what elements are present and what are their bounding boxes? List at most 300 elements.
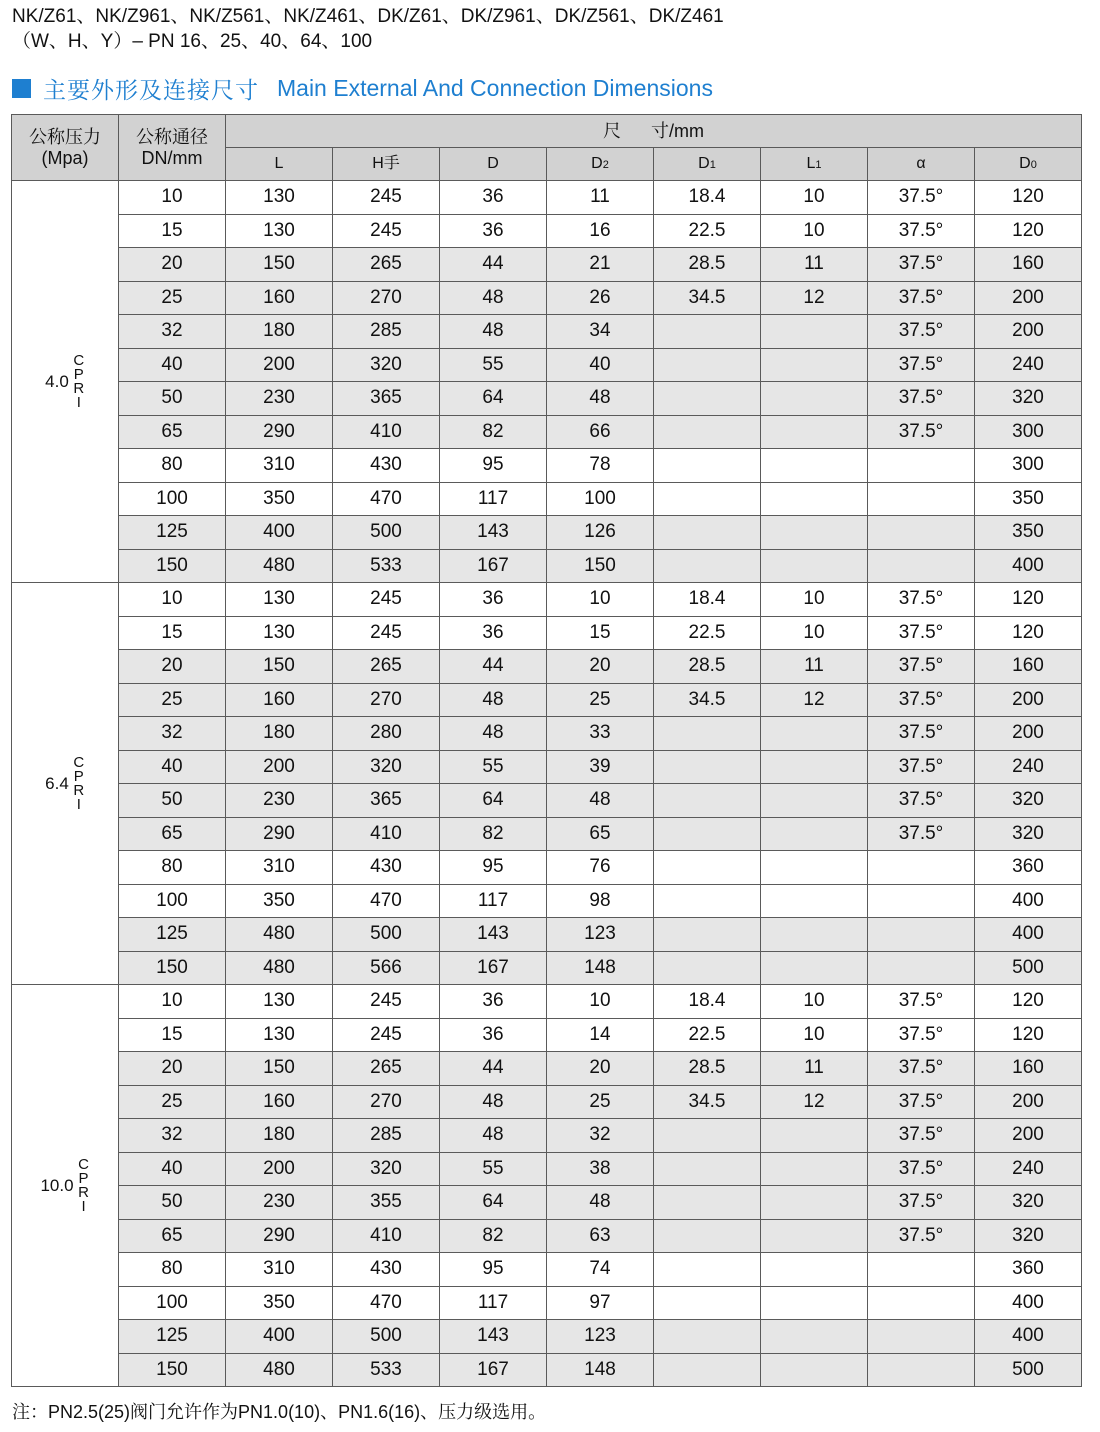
pressure-group-cell bbox=[12, 985, 119, 1387]
dimension-cell: 355 bbox=[333, 1186, 440, 1220]
dimension-cell: 410 bbox=[333, 817, 440, 851]
dn-cell: 25 bbox=[119, 281, 226, 315]
dimension-cell: 285 bbox=[333, 315, 440, 349]
dimension-cell: 245 bbox=[333, 616, 440, 650]
dimension-cell: 11 bbox=[761, 248, 868, 282]
dimension-column-header bbox=[226, 148, 333, 181]
table-row bbox=[12, 650, 1082, 684]
dimension-cell bbox=[654, 951, 761, 985]
dimension-cell: 265 bbox=[333, 248, 440, 282]
dimension-cell: 320 bbox=[975, 1186, 1082, 1220]
dimension-cell: 200 bbox=[975, 1119, 1082, 1153]
dimension-cell: 240 bbox=[975, 1152, 1082, 1186]
dimension-cell: 160 bbox=[975, 248, 1082, 282]
dimension-cell: 480 bbox=[226, 951, 333, 985]
table-row bbox=[12, 449, 1082, 483]
dimension-cell: 280 bbox=[333, 717, 440, 751]
dimension-cell bbox=[654, 348, 761, 382]
dimension-cell: 18.4 bbox=[654, 181, 761, 215]
dimension-cell: 143 bbox=[440, 1320, 547, 1354]
dn-cell: 20 bbox=[119, 1052, 226, 1086]
dimension-cell: 160 bbox=[226, 683, 333, 717]
column-header-subscript: 0 bbox=[1030, 158, 1037, 171]
dimension-cell: 300 bbox=[975, 415, 1082, 449]
pressure-unit-vertical bbox=[73, 351, 85, 411]
dimension-cell: 48 bbox=[547, 382, 654, 416]
dimension-cell bbox=[761, 1186, 868, 1220]
dn-cell: 15 bbox=[119, 214, 226, 248]
dn-cell: 40 bbox=[119, 750, 226, 784]
dimension-cell: 200 bbox=[975, 717, 1082, 751]
dimension-cell bbox=[654, 449, 761, 483]
dn-cell: 65 bbox=[119, 817, 226, 851]
table-row bbox=[12, 817, 1082, 851]
dimension-cell bbox=[761, 315, 868, 349]
dimensions-table bbox=[11, 114, 1082, 1387]
dimension-cell: 245 bbox=[333, 1018, 440, 1052]
dimension-cell: 64 bbox=[440, 1186, 547, 1220]
model-list-line-1: NK/Z61、NK/Z961、NK/Z561、NK/Z461、DK/Z61、DK/Z961、DK/Z561、DK/Z461 bbox=[12, 6, 724, 27]
dimension-cell: 150 bbox=[226, 248, 333, 282]
dimension-cell: 36 bbox=[440, 214, 547, 248]
dimension-cell bbox=[654, 884, 761, 918]
dimension-cell: 245 bbox=[333, 985, 440, 1019]
table-row bbox=[12, 583, 1082, 617]
dimension-cell: 65 bbox=[547, 817, 654, 851]
dimension-cell: 28.5 bbox=[654, 650, 761, 684]
dimension-cell: 130 bbox=[226, 214, 333, 248]
dn-cell: 125 bbox=[119, 516, 226, 550]
dimension-cell: 32 bbox=[547, 1119, 654, 1153]
table-row bbox=[12, 1286, 1082, 1320]
dimension-cell: 500 bbox=[975, 1353, 1082, 1387]
table-row bbox=[12, 1353, 1082, 1387]
dimension-cell: 123 bbox=[547, 918, 654, 952]
pressure-value: 10.0 bbox=[40, 1175, 74, 1195]
dimension-cell: 533 bbox=[333, 1353, 440, 1387]
dimension-cell: 37.5° bbox=[868, 415, 975, 449]
dimension-cell: 37.5° bbox=[868, 750, 975, 784]
column-header-label: α bbox=[916, 155, 926, 172]
dimension-cell: 20 bbox=[547, 1052, 654, 1086]
dimension-cell: 365 bbox=[333, 382, 440, 416]
model-list bbox=[12, 4, 724, 54]
dimension-cell: 82 bbox=[440, 415, 547, 449]
dimension-cell bbox=[654, 784, 761, 818]
table-row bbox=[12, 214, 1082, 248]
dimension-cell bbox=[868, 1253, 975, 1287]
dimension-cell: 10 bbox=[761, 985, 868, 1019]
dimension-cell: 14 bbox=[547, 1018, 654, 1052]
dimension-cell bbox=[654, 1186, 761, 1220]
dimension-cell: 37.5° bbox=[868, 683, 975, 717]
dimension-cell bbox=[868, 918, 975, 952]
dimension-cell: 143 bbox=[440, 918, 547, 952]
dimension-cell bbox=[868, 516, 975, 550]
table-row bbox=[12, 1085, 1082, 1119]
dimension-column-header bbox=[333, 148, 440, 181]
dimension-cell: 36 bbox=[440, 181, 547, 215]
dimension-cell: 360 bbox=[975, 851, 1082, 885]
column-header-subscript: 1 bbox=[709, 158, 716, 171]
dimension-cell: 37.5° bbox=[868, 1119, 975, 1153]
dimension-cell bbox=[654, 415, 761, 449]
dimension-cell: 36 bbox=[440, 985, 547, 1019]
pressure-value: 6.4 bbox=[45, 773, 69, 793]
dimension-cell: 245 bbox=[333, 181, 440, 215]
table-row bbox=[12, 281, 1082, 315]
dimension-cell: 28.5 bbox=[654, 1052, 761, 1086]
dimension-cell: 120 bbox=[975, 616, 1082, 650]
table-row bbox=[12, 415, 1082, 449]
column-header-subscript: 2 bbox=[602, 158, 609, 171]
table-row bbox=[12, 951, 1082, 985]
dimension-cell: 123 bbox=[547, 1320, 654, 1354]
pressure-header-label: 公称压力 bbox=[29, 126, 101, 147]
dimension-cell: 320 bbox=[975, 784, 1082, 818]
dimension-cell: 117 bbox=[440, 482, 547, 516]
table-row bbox=[12, 683, 1082, 717]
dimension-cell: 33 bbox=[547, 717, 654, 751]
dn-cell: 65 bbox=[119, 1219, 226, 1253]
dimension-cell: 98 bbox=[547, 884, 654, 918]
dimension-cell: 500 bbox=[333, 918, 440, 952]
dimension-cell: 400 bbox=[226, 1320, 333, 1354]
column-header-label: L bbox=[274, 155, 284, 172]
dimension-cell: 10 bbox=[761, 1018, 868, 1052]
table-row bbox=[12, 1186, 1082, 1220]
dimension-cell: 37.5° bbox=[868, 1052, 975, 1086]
dimension-cell: 37.5° bbox=[868, 985, 975, 1019]
dimension-cell bbox=[654, 1320, 761, 1354]
pressure-unit-letter: I bbox=[76, 795, 81, 813]
dimension-column-header bbox=[654, 148, 761, 181]
dimension-cell: 245 bbox=[333, 214, 440, 248]
table-row bbox=[12, 549, 1082, 583]
dn-cell: 10 bbox=[119, 181, 226, 215]
dn-cell: 80 bbox=[119, 449, 226, 483]
dimension-cell: 160 bbox=[975, 1052, 1082, 1086]
dn-cell: 50 bbox=[119, 382, 226, 416]
dimension-cell: 350 bbox=[975, 516, 1082, 550]
dimension-cell: 350 bbox=[975, 482, 1082, 516]
dimension-cell: 230 bbox=[226, 1186, 333, 1220]
dimension-cell bbox=[761, 817, 868, 851]
dimension-cell: 180 bbox=[226, 717, 333, 751]
dimension-column-header bbox=[975, 148, 1082, 181]
dimension-cell: 148 bbox=[547, 1353, 654, 1387]
dimension-cell: 360 bbox=[975, 1253, 1082, 1287]
dimension-cell: 11 bbox=[761, 650, 868, 684]
dimension-cell bbox=[654, 1286, 761, 1320]
dimension-cell: 180 bbox=[226, 1119, 333, 1153]
dimension-cell: 270 bbox=[333, 281, 440, 315]
dimensions-group-header: 尺 寸/mm bbox=[226, 115, 1082, 148]
dimension-cell: 37.5° bbox=[868, 382, 975, 416]
pressure-unit-letter: R bbox=[78, 1183, 89, 1201]
table-row bbox=[12, 181, 1082, 215]
dimension-cell: 167 bbox=[440, 1353, 547, 1387]
dimension-cell: 95 bbox=[440, 1253, 547, 1287]
dimension-cell bbox=[654, 817, 761, 851]
dn-cell: 150 bbox=[119, 549, 226, 583]
dimension-cell: 28.5 bbox=[654, 248, 761, 282]
dimension-cell: 22.5 bbox=[654, 616, 761, 650]
dimension-cell: 20 bbox=[547, 650, 654, 684]
dimension-cell bbox=[761, 348, 868, 382]
dimension-cell: 430 bbox=[333, 1253, 440, 1287]
dimension-cell: 12 bbox=[761, 281, 868, 315]
dimension-cell bbox=[761, 482, 868, 516]
table-row bbox=[12, 616, 1082, 650]
dimension-cell: 55 bbox=[440, 750, 547, 784]
dimension-cell: 240 bbox=[975, 348, 1082, 382]
dn-header-label: 公称通径 bbox=[136, 126, 208, 147]
pressure-header-unit: (Mpa) bbox=[41, 147, 89, 168]
table-row bbox=[12, 884, 1082, 918]
dimension-cell: 34.5 bbox=[654, 1085, 761, 1119]
table-row bbox=[12, 784, 1082, 818]
dimension-cell: 285 bbox=[333, 1119, 440, 1153]
dn-cell: 40 bbox=[119, 1152, 226, 1186]
dimension-cell: 143 bbox=[440, 516, 547, 550]
dimension-cell: 500 bbox=[975, 951, 1082, 985]
dimension-cell: 37.5° bbox=[868, 1219, 975, 1253]
dimension-cell: 38 bbox=[547, 1152, 654, 1186]
dimension-cell bbox=[654, 851, 761, 885]
dn-cell: 50 bbox=[119, 784, 226, 818]
dimension-cell: 37.5° bbox=[868, 1186, 975, 1220]
dimension-cell: 37.5° bbox=[868, 214, 975, 248]
dimension-cell: 120 bbox=[975, 214, 1082, 248]
dimension-cell bbox=[868, 851, 975, 885]
dn-cell: 10 bbox=[119, 985, 226, 1019]
dimension-cell: 470 bbox=[333, 482, 440, 516]
dimension-cell: 78 bbox=[547, 449, 654, 483]
dimension-cell bbox=[654, 549, 761, 583]
dimension-cell: 430 bbox=[333, 851, 440, 885]
dimension-cell: 34.5 bbox=[654, 683, 761, 717]
dn-cell: 25 bbox=[119, 683, 226, 717]
dimension-cell: 48 bbox=[547, 1186, 654, 1220]
dimension-cell bbox=[761, 549, 868, 583]
dimension-cell: 10 bbox=[547, 583, 654, 617]
column-header-label: D bbox=[591, 154, 603, 172]
dimension-cell: 25 bbox=[547, 683, 654, 717]
dimension-cell: 270 bbox=[333, 683, 440, 717]
dimension-cell: 265 bbox=[333, 650, 440, 684]
dimension-cell: 76 bbox=[547, 851, 654, 885]
dimension-cell: 18.4 bbox=[654, 583, 761, 617]
dimension-cell bbox=[654, 315, 761, 349]
pressure-unit-letter: R bbox=[73, 781, 85, 799]
pressure-unit-vertical bbox=[78, 1155, 90, 1215]
dimension-cell: 36 bbox=[440, 616, 547, 650]
dimension-cell: 37.5° bbox=[868, 650, 975, 684]
dimension-cell: 130 bbox=[226, 583, 333, 617]
dimension-cell: 270 bbox=[333, 1085, 440, 1119]
dimension-cell: 37.5° bbox=[868, 1085, 975, 1119]
dn-cell: 125 bbox=[119, 1320, 226, 1354]
dimension-cell: 150 bbox=[226, 1052, 333, 1086]
table-row bbox=[12, 1253, 1082, 1287]
dimension-cell: 44 bbox=[440, 1052, 547, 1086]
table-row bbox=[12, 1018, 1082, 1052]
dimension-cell bbox=[868, 884, 975, 918]
dimension-cell bbox=[761, 1119, 868, 1153]
dimension-cell: 16 bbox=[547, 214, 654, 248]
dimension-cell bbox=[868, 482, 975, 516]
dimension-cell: 36 bbox=[440, 583, 547, 617]
pressure-column-header bbox=[12, 115, 119, 181]
dimension-cell: 150 bbox=[547, 549, 654, 583]
dimension-cell: 37.5° bbox=[868, 583, 975, 617]
dn-cell: 25 bbox=[119, 1085, 226, 1119]
dimension-cell: 566 bbox=[333, 951, 440, 985]
dimension-cell: 10 bbox=[547, 985, 654, 1019]
dimension-cell: 167 bbox=[440, 951, 547, 985]
dimension-cell: 15 bbox=[547, 616, 654, 650]
dimension-cell: 300 bbox=[975, 449, 1082, 483]
dimension-cell: 25 bbox=[547, 1085, 654, 1119]
pressure-unit-vertical bbox=[73, 753, 85, 813]
column-header-label: D bbox=[1019, 154, 1031, 172]
dimension-cell bbox=[761, 1353, 868, 1387]
table-row bbox=[12, 918, 1082, 952]
pressure-unit-letter: I bbox=[81, 1197, 86, 1215]
dimension-cell: 400 bbox=[975, 1286, 1082, 1320]
dimension-cell: 200 bbox=[226, 750, 333, 784]
table-row bbox=[12, 248, 1082, 282]
dimension-cell: 37.5° bbox=[868, 616, 975, 650]
dimension-cell: 48 bbox=[440, 717, 547, 751]
dimension-cell: 39 bbox=[547, 750, 654, 784]
dimension-cell: 130 bbox=[226, 181, 333, 215]
dimension-cell bbox=[868, 951, 975, 985]
dimension-cell: 34 bbox=[547, 315, 654, 349]
dimension-cell: 66 bbox=[547, 415, 654, 449]
dimension-cell bbox=[654, 717, 761, 751]
dn-column-header bbox=[119, 115, 226, 181]
dimension-cell: 10 bbox=[761, 214, 868, 248]
dimension-cell: 64 bbox=[440, 382, 547, 416]
table-row bbox=[12, 985, 1082, 1019]
dimension-cell: 10 bbox=[761, 583, 868, 617]
dn-cell: 40 bbox=[119, 348, 226, 382]
dimension-cell: 48 bbox=[547, 784, 654, 818]
dimension-cell: 95 bbox=[440, 851, 547, 885]
section-title bbox=[12, 73, 713, 103]
dimension-cell bbox=[761, 951, 868, 985]
dimension-cell: 167 bbox=[440, 549, 547, 583]
square-bullet-icon bbox=[12, 79, 31, 98]
dimension-cell bbox=[761, 1152, 868, 1186]
dn-cell: 15 bbox=[119, 1018, 226, 1052]
pressure-unit-letter: P bbox=[73, 365, 84, 383]
dimension-column-header bbox=[547, 148, 654, 181]
dimension-cell: 480 bbox=[226, 549, 333, 583]
dn-cell: 80 bbox=[119, 1253, 226, 1287]
dimension-cell bbox=[761, 516, 868, 550]
dimension-cell bbox=[761, 918, 868, 952]
dimension-cell bbox=[654, 1119, 761, 1153]
dimension-cell: 64 bbox=[440, 784, 547, 818]
dimension-cell: 410 bbox=[333, 1219, 440, 1253]
dn-cell: 32 bbox=[119, 315, 226, 349]
dimension-cell bbox=[654, 382, 761, 416]
dimension-cell: 200 bbox=[975, 683, 1082, 717]
dimension-cell: 74 bbox=[547, 1253, 654, 1287]
pressure-unit-letter: R bbox=[73, 379, 85, 397]
dimension-cell bbox=[654, 1219, 761, 1253]
dimension-cell: 34.5 bbox=[654, 281, 761, 315]
dimension-cell bbox=[868, 1353, 975, 1387]
dimension-cell: 290 bbox=[226, 817, 333, 851]
dimension-cell bbox=[761, 415, 868, 449]
dimension-cell: 200 bbox=[226, 1152, 333, 1186]
dimension-cell: 290 bbox=[226, 1219, 333, 1253]
dimension-cell: 350 bbox=[226, 1286, 333, 1320]
dimension-cell bbox=[868, 549, 975, 583]
dimension-cell bbox=[761, 1219, 868, 1253]
dimension-cell: 480 bbox=[226, 1353, 333, 1387]
dimension-cell: 37.5° bbox=[868, 717, 975, 751]
dimension-cell: 18.4 bbox=[654, 985, 761, 1019]
dimension-cell: 240 bbox=[975, 750, 1082, 784]
dimension-cell: 470 bbox=[333, 884, 440, 918]
dimension-cell: 130 bbox=[226, 1018, 333, 1052]
dimension-cell bbox=[761, 851, 868, 885]
dn-cell: 100 bbox=[119, 884, 226, 918]
dimension-cell: 11 bbox=[547, 181, 654, 215]
dimension-cell bbox=[868, 449, 975, 483]
dimension-cell: 126 bbox=[547, 516, 654, 550]
dimension-cell bbox=[761, 717, 868, 751]
table-row bbox=[12, 1052, 1082, 1086]
dimension-cell: 37.5° bbox=[868, 1018, 975, 1052]
dimension-cell: 11 bbox=[761, 1052, 868, 1086]
dimension-cell: 148 bbox=[547, 951, 654, 985]
dimension-cell: 290 bbox=[226, 415, 333, 449]
pressure-group-cell bbox=[12, 583, 119, 985]
dn-cell: 65 bbox=[119, 415, 226, 449]
dimension-cell: 48 bbox=[440, 315, 547, 349]
dimension-cell: 245 bbox=[333, 583, 440, 617]
dimension-cell bbox=[761, 1253, 868, 1287]
dimension-cell: 320 bbox=[333, 750, 440, 784]
pressure-unit-letter: P bbox=[78, 1169, 89, 1187]
dn-cell: 80 bbox=[119, 851, 226, 885]
dimension-cell: 97 bbox=[547, 1286, 654, 1320]
table-row bbox=[12, 382, 1082, 416]
dimension-cell: 55 bbox=[440, 1152, 547, 1186]
dn-header-unit: DN/mm bbox=[141, 147, 203, 168]
dimension-cell: 350 bbox=[226, 482, 333, 516]
dimension-cell: 500 bbox=[333, 516, 440, 550]
dn-cell: 150 bbox=[119, 951, 226, 985]
dimension-cell: 310 bbox=[226, 449, 333, 483]
dimension-cell: 320 bbox=[975, 382, 1082, 416]
dimension-cell bbox=[761, 382, 868, 416]
dimension-cell: 310 bbox=[226, 851, 333, 885]
pressure-unit-letter: I bbox=[76, 393, 81, 411]
table-row bbox=[12, 1320, 1082, 1354]
dn-cell: 100 bbox=[119, 482, 226, 516]
dimension-cell: 230 bbox=[226, 382, 333, 416]
dimension-cell: 37.5° bbox=[868, 1152, 975, 1186]
dimension-cell: 200 bbox=[975, 1085, 1082, 1119]
dimension-cell: 365 bbox=[333, 784, 440, 818]
